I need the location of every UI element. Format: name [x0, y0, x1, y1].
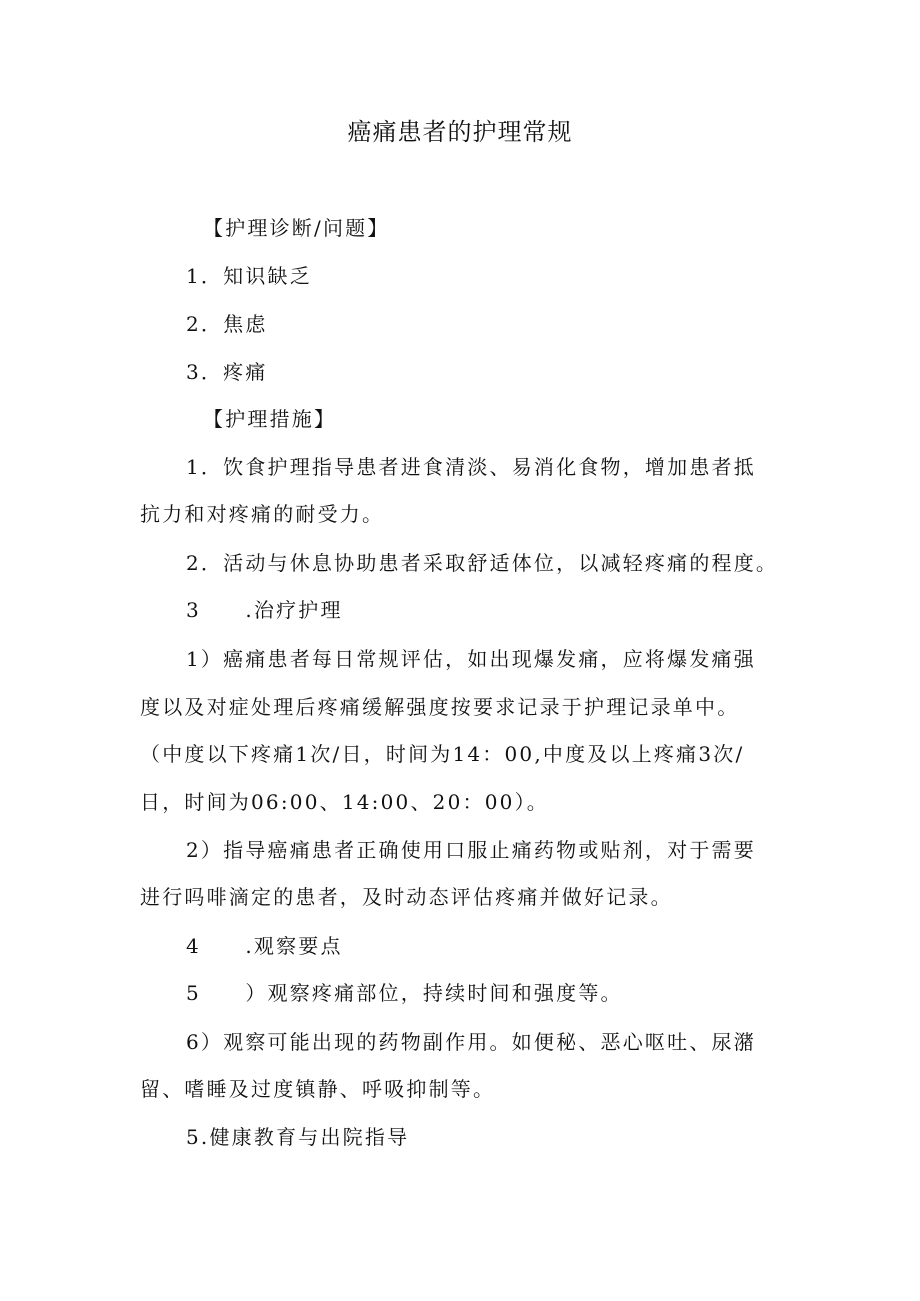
- measure-3-heading: 3 .治疗护理: [186, 598, 343, 622]
- measure-4-item-6-line-2: 留、嗜睡及过度镇静、呼吸抑制等。: [140, 1077, 496, 1101]
- section-heading-diagnosis: 【护理诊断/问题】: [203, 216, 390, 240]
- measure-3-item-1-line-1: 1）癌痛患者每日常规评估，如出现爆发痛，应将爆发痛强: [186, 647, 756, 671]
- diagnosis-item-1: 1．知识缺乏: [186, 264, 312, 288]
- measure-3-item-2-line-1: 2）指导癌痛患者正确使用口服止痛药物或贴剂，对于需要: [186, 838, 756, 862]
- measure-1-line-2: 抗力和对疼痛的耐受力。: [140, 502, 385, 526]
- diagnosis-item-2: 2．焦虑: [186, 312, 268, 336]
- section-heading-measures: 【护理措施】: [203, 407, 337, 431]
- measure-3-item-1-line-3: （中度以下疼痛1次/日，时间为14：00,中度及以上疼痛3次/: [140, 742, 745, 766]
- measure-4-item-6-line-1: 6）观察可能出现的药物副作用。如便秘、恶心呕吐、尿潴: [186, 1030, 756, 1054]
- measure-2: 2．活动与休息协助患者采取舒适体位，以减轻疼痛的程度。: [186, 551, 779, 575]
- measure-3-item-2-line-2: 进行吗啡滴定的患者，及时动态评估疼痛并做好记录。: [140, 885, 673, 909]
- document-title: 癌痛患者的护理常规: [347, 118, 573, 146]
- measure-4-item-5: 5 ）观察疼痛部位，持续时间和强度等。: [186, 981, 623, 1005]
- measure-4-heading: 4 .观察要点: [186, 934, 343, 958]
- measure-3-item-1-line-4: 日，时间为06:00、14:00、20：00）。: [140, 790, 549, 814]
- measure-1-line-1: 1．饮食护理指导患者进食清淡、易消化食物，增加患者抵: [186, 455, 756, 479]
- measure-3-item-1-line-2: 度以及对症处理后疼痛缓解强度按要求记录于护理记录单中。: [140, 695, 740, 719]
- diagnosis-item-3: 3．疼痛: [186, 360, 268, 384]
- measure-5-heading: 5.健康教育与出院指导: [186, 1125, 410, 1149]
